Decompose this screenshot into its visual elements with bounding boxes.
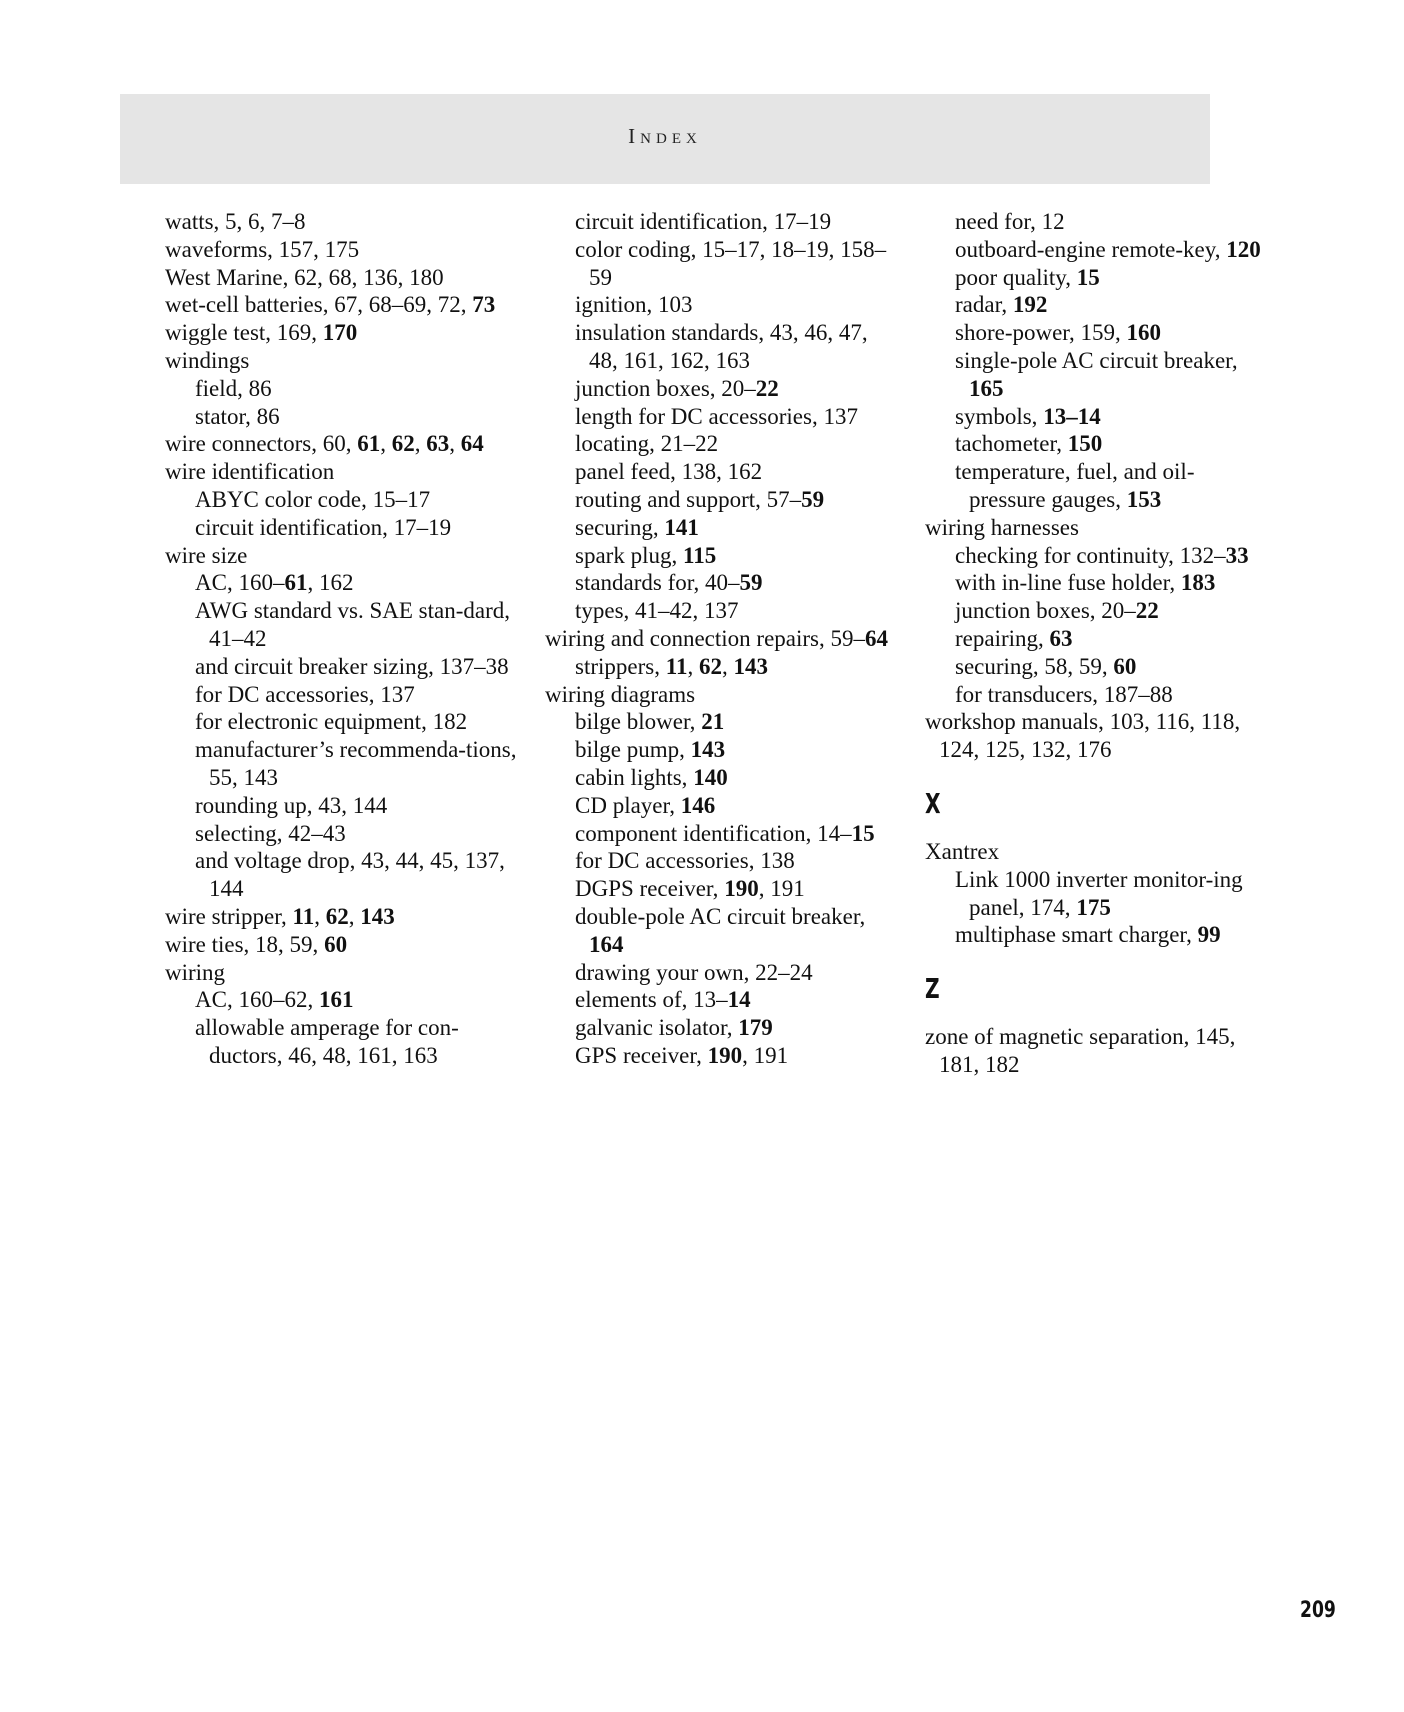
entry-text: wet-cell batteries, 67, 68–69, 72, xyxy=(165,292,473,318)
entry-text: selecting, 42–43 xyxy=(195,820,346,846)
index-entry xyxy=(165,959,525,987)
bold-page-ref: 60 xyxy=(324,931,348,957)
entry-text: tachometer, xyxy=(955,431,1068,457)
entry-text: wiggle test, 169, xyxy=(165,320,323,346)
index-entry xyxy=(545,681,890,709)
entry-text: drawing your own, 22–24 xyxy=(575,959,813,985)
entry-text: waveforms, 157, 175 xyxy=(165,236,360,262)
index-entry xyxy=(165,542,525,570)
bold-page-ref: 143 xyxy=(690,737,726,763)
entry-text: single-pole AC circuit breaker, xyxy=(955,347,1238,373)
bold-page-ref: 62 xyxy=(325,903,349,929)
entry-text: , 191 xyxy=(758,876,805,902)
bold-page-ref: 190 xyxy=(707,1042,743,1068)
bold-page-ref: 161 xyxy=(318,987,354,1013)
entry-text: , xyxy=(449,431,461,457)
index-subentry xyxy=(575,959,890,987)
index-subentry xyxy=(575,458,890,486)
index-entry xyxy=(165,347,525,375)
bold-page-ref: 160 xyxy=(1126,320,1162,346)
entry-text: rounding up, 43, 144 xyxy=(195,792,388,818)
bold-page-ref: 61 xyxy=(284,570,308,596)
entry-text: spark plug, xyxy=(575,542,683,568)
bold-page-ref: 62 xyxy=(391,431,415,457)
bold-page-ref: 170 xyxy=(322,320,358,346)
entry-text: zone of magnetic separation, 145, 181, 182 xyxy=(925,1024,1236,1077)
index-entry xyxy=(545,625,890,653)
entry-text: and voltage drop, 43, 44, 45, 137, 144 xyxy=(195,848,505,902)
index-subentry xyxy=(575,236,890,292)
entry-text: insulation standards, 43, 46, 47, 48, 161, 162, 163 xyxy=(575,320,868,373)
bold-page-ref: 120 xyxy=(1226,236,1261,262)
index-entry xyxy=(165,458,525,486)
entry-text: temperature, fuel, and oil-pressure gauges, xyxy=(955,459,1195,512)
index-subentry xyxy=(575,903,890,959)
index-subentry xyxy=(955,236,1270,264)
bold-page-ref: 63 xyxy=(426,431,450,457)
entry-text: , xyxy=(721,653,734,679)
index-subentry xyxy=(955,291,1270,319)
bold-page-ref: 15 xyxy=(1076,264,1100,290)
index-entry xyxy=(165,291,525,319)
entry-text: for transducers, 187–88 xyxy=(955,681,1173,707)
index-subentry xyxy=(575,1014,890,1042)
index-subentry xyxy=(195,847,525,903)
bold-page-ref: 115 xyxy=(682,542,717,568)
bold-page-ref: 146 xyxy=(680,792,716,818)
entry-text: securing, 58, 59, xyxy=(955,653,1114,679)
entry-text: galvanic isolator, xyxy=(575,1015,739,1041)
entry-text: cabin lights, xyxy=(575,764,694,790)
bold-page-ref: 140 xyxy=(693,764,728,790)
bold-page-ref: 179 xyxy=(738,1015,773,1041)
entry-text: junction boxes, 20– xyxy=(575,375,756,401)
index-subentry xyxy=(955,403,1270,431)
entry-text: junction boxes, 20– xyxy=(955,598,1136,624)
index-entry xyxy=(925,1023,1270,1079)
entry-text: wiring xyxy=(165,959,226,985)
entry-text: wire ties, 18, 59, xyxy=(165,931,325,957)
bold-page-ref: 183 xyxy=(1180,570,1216,596)
index-subentry xyxy=(575,736,890,764)
bold-page-ref: 14 xyxy=(727,987,751,1013)
index-subentry xyxy=(195,597,525,653)
entry-text: wire connectors, 60, xyxy=(165,431,358,457)
entry-text: , xyxy=(348,903,361,929)
entry-text: AWG standard vs. SAE stan-dard, 41–42 xyxy=(195,598,510,651)
index-entry xyxy=(165,208,525,236)
index-subentry xyxy=(575,792,890,820)
bold-page-ref: 60 xyxy=(1113,653,1137,679)
bold-page-ref: 63 xyxy=(1049,625,1073,651)
bold-page-ref: 153 xyxy=(1126,486,1162,512)
bold-page-ref: 11 xyxy=(665,653,688,679)
bold-page-ref: 61 xyxy=(357,431,381,457)
entry-text: securing, xyxy=(575,514,665,540)
index-subentry xyxy=(575,319,890,375)
bold-page-ref: 190 xyxy=(724,876,759,902)
index-column-1 xyxy=(165,208,525,1070)
bold-page-ref: 13–14 xyxy=(1043,403,1101,429)
index-subentry xyxy=(575,820,890,848)
index-subentry xyxy=(955,681,1270,709)
index-subentry xyxy=(575,875,890,903)
bold-page-ref: 73 xyxy=(472,292,496,318)
entry-text: for electronic equipment, 182 xyxy=(195,709,468,735)
index-subentry xyxy=(575,514,890,542)
bold-page-ref: 59 xyxy=(801,486,825,512)
entry-text: length for DC accessories, 137 xyxy=(575,403,858,429)
index-entry xyxy=(925,708,1270,764)
index-subentry xyxy=(955,319,1270,347)
bold-page-ref: 21 xyxy=(701,709,725,735)
bold-page-ref: 11 xyxy=(292,903,315,929)
bold-page-ref: 99 xyxy=(1197,922,1221,948)
index-subentry xyxy=(955,458,1270,514)
entry-text: wiring diagrams xyxy=(545,681,696,707)
bold-page-ref: 64 xyxy=(460,431,484,457)
index-subentry xyxy=(955,430,1270,458)
index-subentry xyxy=(195,375,525,403)
bold-page-ref: 15 xyxy=(851,820,875,846)
entry-text: locating, 21–22 xyxy=(575,431,719,457)
entry-text: for DC accessories, 138 xyxy=(575,848,795,874)
entry-text: outboard-engine remote-key, xyxy=(955,236,1227,262)
index-subentry xyxy=(575,764,890,792)
entry-text: types, 41–42, 137 xyxy=(575,598,739,624)
entry-text: DGPS receiver, xyxy=(575,876,725,902)
entry-text: GPS receiver, xyxy=(575,1042,708,1068)
index-subentry xyxy=(575,708,890,736)
bold-page-ref: 33 xyxy=(1225,542,1249,568)
index-subentry xyxy=(195,681,525,709)
entry-text: need for, 12 xyxy=(955,209,1065,234)
index-subentry xyxy=(195,736,525,792)
index-subentry xyxy=(575,653,890,681)
index-subentry xyxy=(955,625,1270,653)
index-subentry xyxy=(955,264,1270,292)
index-subentry xyxy=(575,986,890,1014)
entry-text: West Marine, 62, 68, 136, 180 xyxy=(165,264,444,290)
index-entry xyxy=(165,236,525,264)
index-entry xyxy=(925,838,1270,866)
entry-text: for DC accessories, 137 xyxy=(195,681,415,707)
bold-page-ref: 62 xyxy=(698,653,722,679)
entry-text: watts, 5, 6, 7–8 xyxy=(165,209,306,234)
index-subentry xyxy=(575,569,890,597)
bold-page-ref: 141 xyxy=(664,514,699,540)
index-subentry xyxy=(575,486,890,514)
entry-text: wire size xyxy=(165,542,248,568)
bold-page-ref: 143 xyxy=(733,653,768,679)
entry-text: circuit identification, 17–19 xyxy=(575,209,832,234)
bold-page-ref: 22 xyxy=(755,375,779,401)
index-entry xyxy=(165,264,525,292)
entry-text: multiphase smart charger, xyxy=(955,922,1198,948)
entry-text: wiring harnesses xyxy=(925,514,1079,540)
index-subentry xyxy=(195,820,525,848)
index-subentry xyxy=(575,403,890,431)
index-entry xyxy=(165,319,525,347)
index-entry xyxy=(165,931,525,959)
bold-page-ref: 22 xyxy=(1135,598,1159,624)
index-subentry xyxy=(955,542,1270,570)
entry-text: color coding, 15–17, 18–19, 158–59 xyxy=(575,236,887,290)
entry-text: , xyxy=(687,653,699,679)
index-subentry xyxy=(575,847,890,875)
entry-text: bilge pump, xyxy=(575,737,691,763)
index-entry xyxy=(925,514,1270,542)
index-entry xyxy=(165,903,525,931)
entry-text: wire stripper, xyxy=(165,903,293,929)
index-subentry xyxy=(195,986,525,1014)
index-subentry xyxy=(955,347,1270,403)
entry-text: field, 86 xyxy=(195,375,272,401)
index-subentry xyxy=(575,375,890,403)
entry-text: with in-line fuse holder, xyxy=(955,570,1181,596)
entry-text: CD player, xyxy=(575,792,681,818)
entry-text: ABYC color code, 15–17 xyxy=(195,486,431,512)
entry-text: , xyxy=(414,431,427,457)
bold-page-ref: 192 xyxy=(1012,292,1048,318)
entry-text: elements of, 13– xyxy=(575,987,728,1013)
bold-page-ref: 59 xyxy=(739,570,763,596)
index-subentry xyxy=(195,708,525,736)
entry-text: windings xyxy=(165,347,250,373)
entry-text: manufacturer’s recommenda-tions, 55, 143 xyxy=(195,737,517,790)
index-subentry xyxy=(955,921,1270,949)
index-subentry xyxy=(575,291,890,319)
index-subentry xyxy=(575,542,890,570)
entry-text: wire identification xyxy=(165,459,335,485)
section-letter-heading: Z xyxy=(925,972,940,1006)
entry-text: radar, xyxy=(955,292,1013,318)
entry-text: AC, 160– xyxy=(195,570,285,596)
index-subentry xyxy=(955,569,1270,597)
bold-page-ref: 150 xyxy=(1067,431,1103,457)
entry-text: standards for, 40– xyxy=(575,570,740,596)
index-subentry xyxy=(195,653,525,681)
index-subentry xyxy=(195,569,525,597)
entry-text: Link 1000 inverter monitor-ing panel, 174, xyxy=(955,866,1243,920)
index-subentry xyxy=(195,486,525,514)
index-entry xyxy=(165,430,525,458)
page-number: 209 xyxy=(1300,1598,1336,1623)
index-subentry xyxy=(955,208,1270,236)
entry-text: , 191 xyxy=(742,1042,789,1068)
entry-text: Xantrex xyxy=(925,838,1000,864)
entry-text: symbols, xyxy=(955,403,1044,429)
entry-text: , xyxy=(380,431,392,457)
entry-text: ignition, 103 xyxy=(575,292,693,318)
entry-text: routing and support, 57– xyxy=(575,486,802,512)
entry-text: poor quality, xyxy=(955,264,1077,290)
entry-text: shore-power, 159, xyxy=(955,320,1127,346)
index-column-3 xyxy=(925,208,1270,1079)
entry-text: wiring and connection repairs, 59– xyxy=(545,625,865,651)
bold-page-ref: 165 xyxy=(969,375,1004,401)
index-subentry xyxy=(575,597,890,625)
index-subentry xyxy=(195,403,525,431)
entry-text: workshop manuals, 103, 116, 118, 124, 125, 132, 176 xyxy=(925,709,1241,763)
entry-text: panel feed, 138, 162 xyxy=(575,459,763,485)
entry-text: component identification, 14– xyxy=(575,820,852,846)
index-subentry xyxy=(195,792,525,820)
entry-text: repairing, xyxy=(955,625,1050,651)
index-subentry xyxy=(575,1042,890,1070)
entry-text: , 162 xyxy=(307,570,354,596)
entry-text: AC, 160–62, xyxy=(195,987,319,1013)
entry-text: double-pole AC circuit breaker, xyxy=(575,903,866,929)
entry-text: strippers, xyxy=(575,653,666,679)
entry-text: checking for continuity, 132– xyxy=(955,542,1226,568)
entry-text: circuit identification, 17–19 xyxy=(195,514,452,540)
index-subentry xyxy=(195,514,525,542)
bold-page-ref: 143 xyxy=(360,903,395,929)
entry-text: allowable amperage for con-ductors, 46, 48, 161, 163 xyxy=(195,1015,459,1068)
index-subentry xyxy=(955,597,1270,625)
entry-text: , xyxy=(314,903,326,929)
bold-page-ref: 64 xyxy=(865,625,888,651)
entry-text: stator, 86 xyxy=(195,403,280,429)
bold-page-ref: 175 xyxy=(1076,894,1111,920)
bold-page-ref: 164 xyxy=(589,931,624,957)
entry-text: and circuit breaker sizing, 137–38 xyxy=(195,653,509,679)
index-subentry xyxy=(955,866,1270,922)
index-subentry xyxy=(195,1014,525,1070)
index-subentry xyxy=(955,653,1270,681)
index-subentry xyxy=(575,208,890,236)
page-title: Index xyxy=(628,124,702,148)
section-letter-heading: X xyxy=(925,786,941,820)
running-header xyxy=(120,94,1210,184)
index-column-2 xyxy=(545,208,890,1070)
entry-text: bilge blower, xyxy=(575,709,702,735)
index-subentry xyxy=(575,430,890,458)
